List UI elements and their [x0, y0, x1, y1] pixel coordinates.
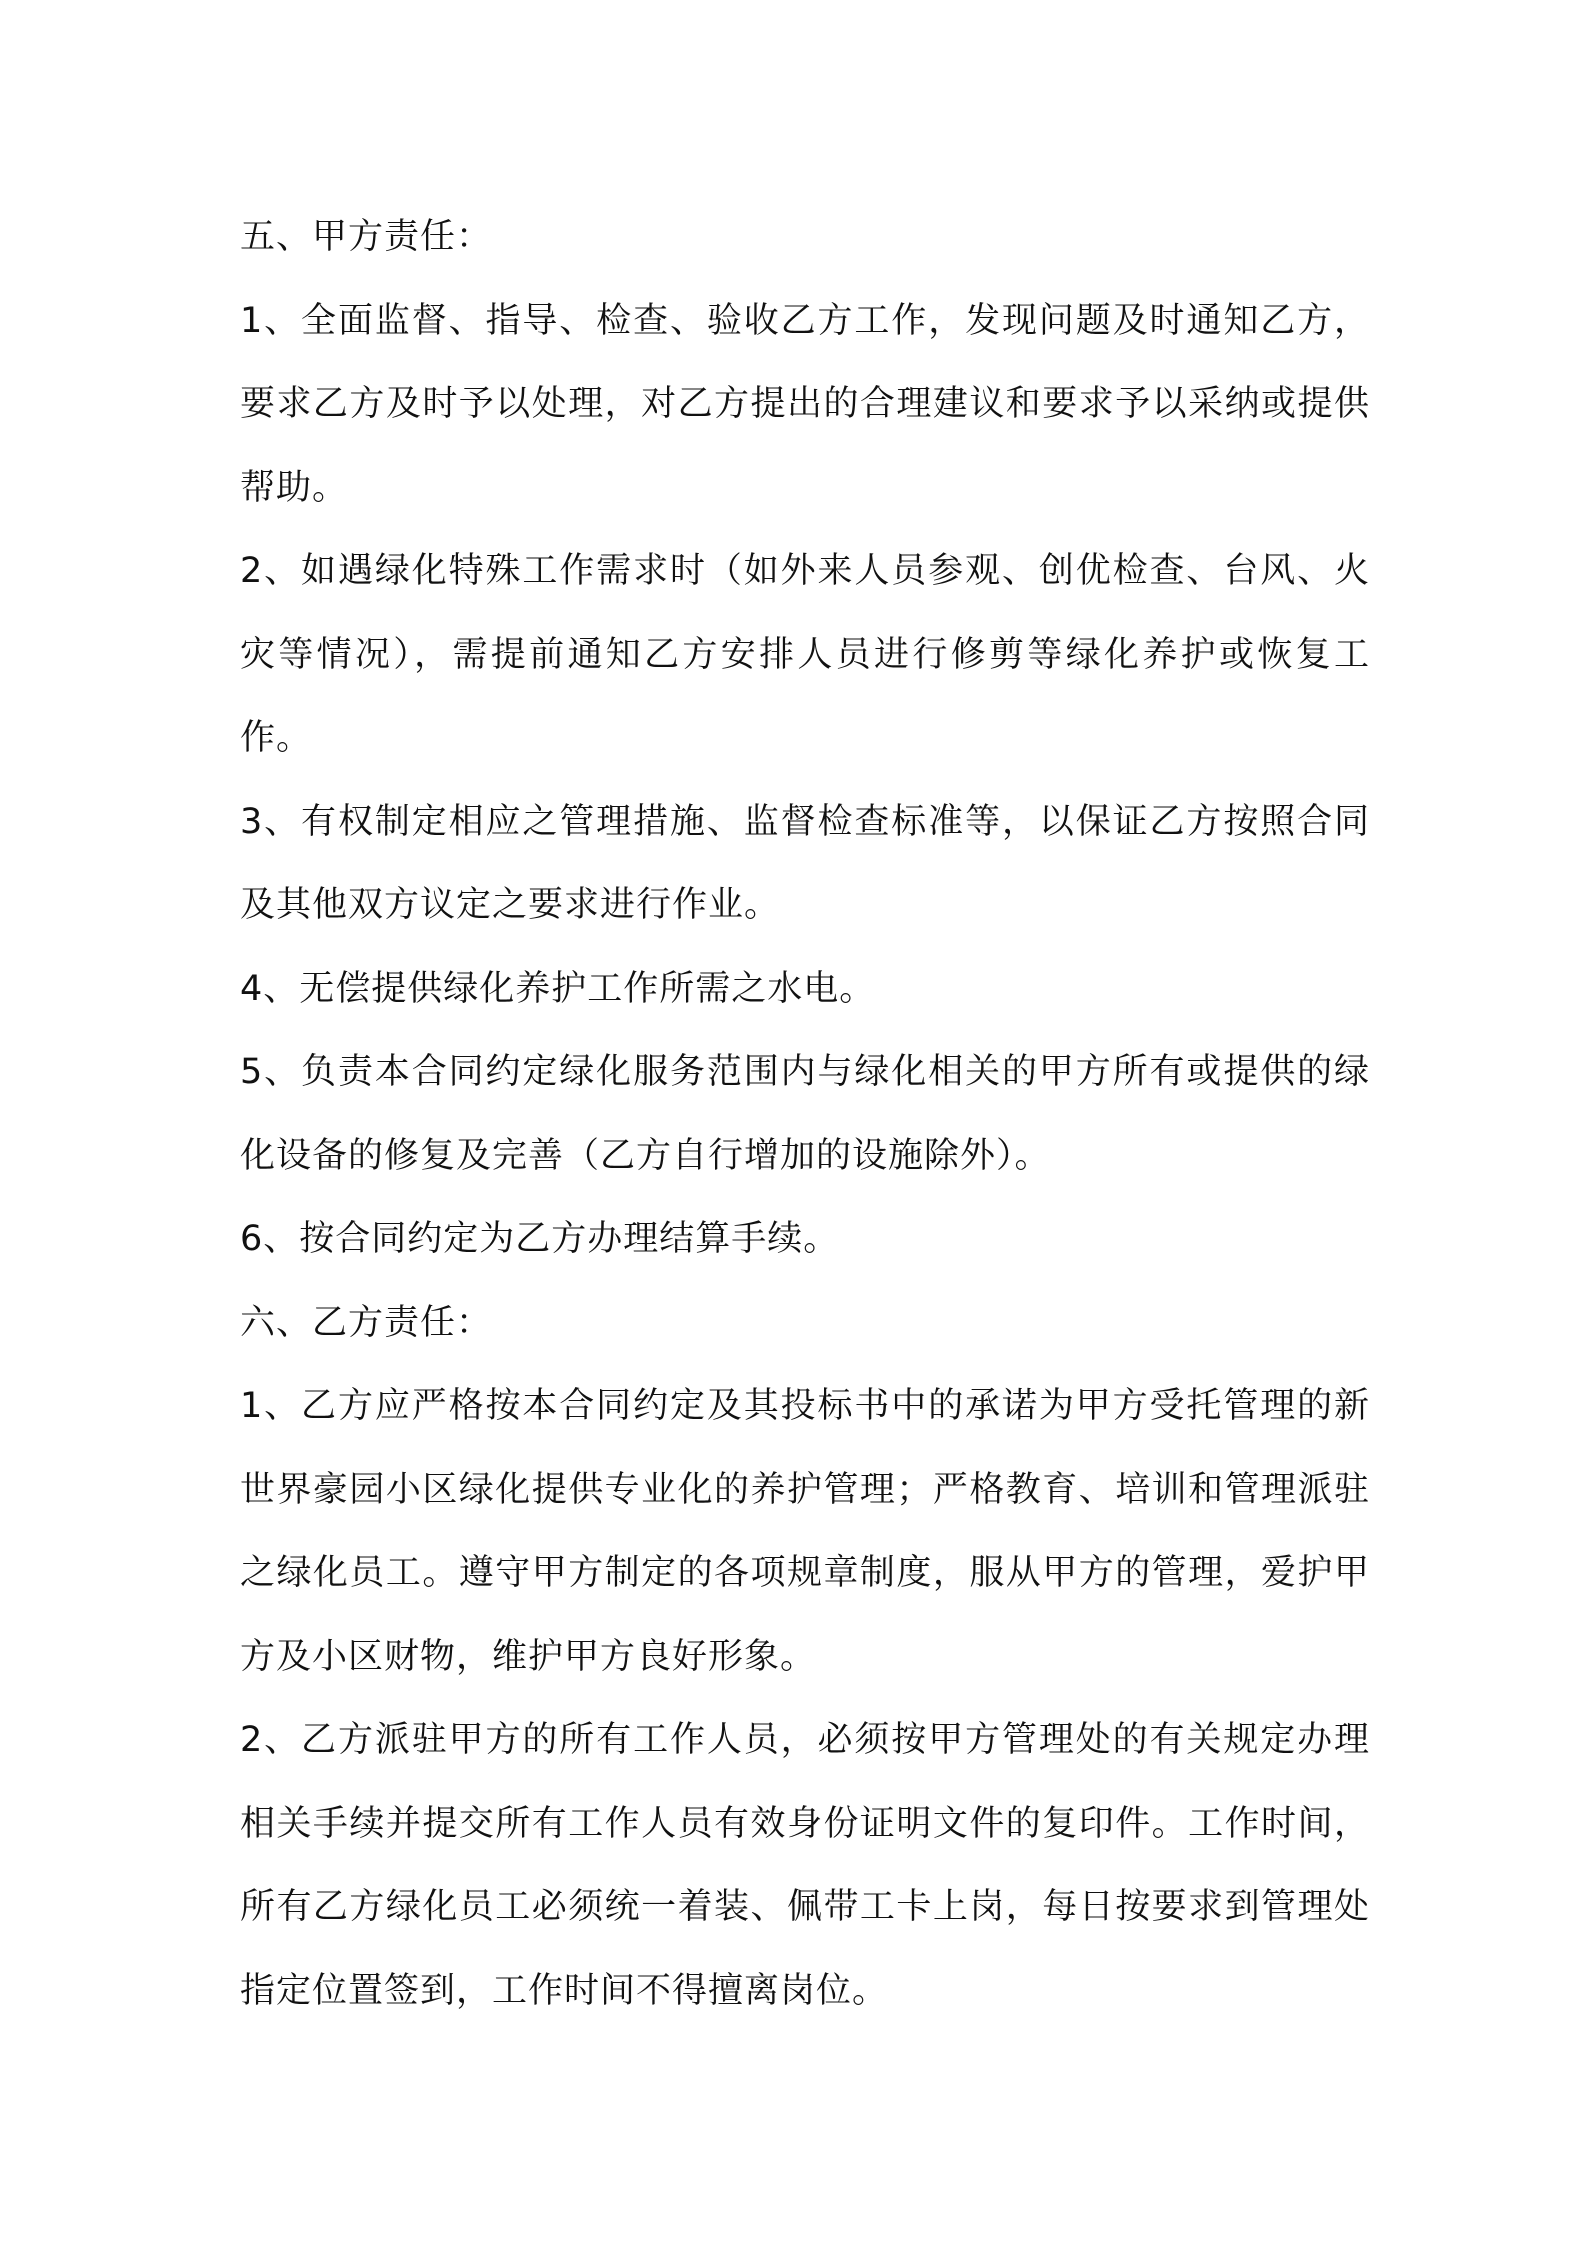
- section-5-item-2: 2、如遇绿化特殊工作需求时（如外来人员参观、创优检查、台风、火灾等情况），需提前通知乙方安排人员进行修剪等绿化养护或恢复工作。: [240, 551, 1370, 758]
- section-5-heading: 五、甲方责任：: [240, 217, 493, 257]
- section-5-item-1: 1、全面监督、指导、检查、验收乙方工作，发现问题及时通知乙方，要求乙方及时予以处理，对乙方提出的合理建议和要求予以采纳或提供帮助。: [240, 300, 1370, 508]
- section-6-heading: 六、乙方责任：: [240, 1302, 493, 1343]
- section-5-item-5: 5、负责本合同约定绿化服务范围内与绿化相关的甲方所有或提供的绿化设备的修复及完善（乙方自行增加的设施除外）。: [240, 1052, 1370, 1176]
- section-6-item-1: 1、乙方应严格按本合同约定及其投标书中的承诺为甲方受托管理的新世界豪园小区绿化提供专业化的养护管理；严格教育、培训和管理派驻之绿化员工。遵守甲方制定的各项规章制度，服从甲方的管理，爱护甲方及小区财物，维护甲方良好形象。: [240, 1386, 1370, 1677]
- section-5-item-6: 6、按合同约定为乙方办理结算手续。: [240, 1219, 840, 1259]
- document-page: [240, 196, 1370, 2033]
- section-5-item-4: 4、无偿提供绿化养护工作所需之水电。: [240, 968, 876, 1009]
- section-5-item-3: 3、有权制定相应之管理措施、监督检查标准等，以保证乙方按照合同及其他双方议定之要求进行作业。: [240, 801, 1370, 925]
- section-6-item-2: 2、乙方派驻甲方的所有工作人员，必须按甲方管理处的有关规定办理相关手续并提交所有工作人员有效身份证明文件的复印件。工作时间，所有乙方绿化员工必须统一着装、佩带工卡上岗，每日按要求到管理处指定位置签到，工作时间不得擅离岗位。: [240, 1720, 1370, 2011]
